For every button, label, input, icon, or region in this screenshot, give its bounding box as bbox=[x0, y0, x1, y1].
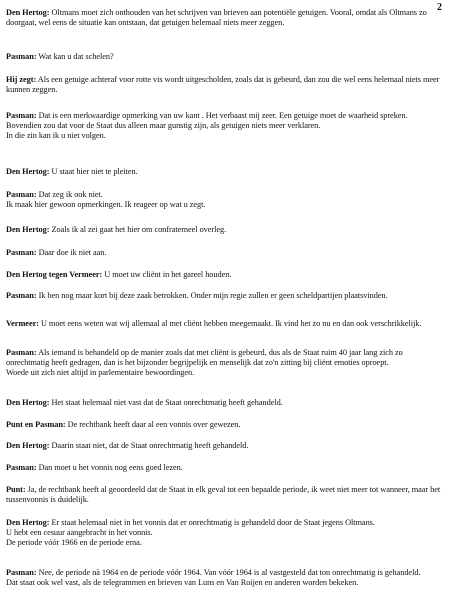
statement-text: Als iemand is behandeld op de manier zoals dat met cliënt is gebeurd, dus als de Staat ruim 40 jaar lang zich zo onrechtmatig heeft gedragen, dan is het bijzonder begrijpelijk en menselijk dat zo'n zitting bij cliënt emoties oproept. bbox=[6, 348, 403, 368]
paragraph-4 bbox=[6, 111, 444, 142]
speaker-label: Den Hertog: bbox=[6, 225, 50, 234]
speaker-label: Den Hertog: bbox=[6, 518, 50, 527]
speaker-label: Vermeer: bbox=[6, 319, 39, 328]
statement-text: Oltmans moet zich onthouden van het schrijven van brieven aan potentiële getuigen. Vooral, omdat als Oltmans zo doorgaat, wel eens de situatie kan ontstaan, dat getuigen helemaal niets meer zeggen. bbox=[6, 8, 427, 28]
statement-text: U staat hier niet te pleiten. bbox=[49, 167, 138, 176]
paragraph-7 bbox=[6, 225, 444, 235]
statement-text: Ja, de rechtbank heeft al geoordeeld dat de Staat in elk geval tot een bepaalde periode, ik weet niet meer tot wanneer, maar het tussenvonnis is duidelijk. bbox=[6, 485, 441, 505]
statement-continuation: U hebt een cesuur aangebracht in het vonnis. bbox=[6, 528, 153, 538]
speaker-label: Pasman: bbox=[6, 111, 37, 120]
speaker-label: Pasman: bbox=[6, 348, 37, 357]
statement-text: Dat is een merkwaardige opmerking van uw kant . Het verbaast mij zeer. Een getuige moet de waarheid spreken. bbox=[36, 111, 408, 120]
speaker-label: Den Hertog: bbox=[6, 167, 50, 176]
statement-text: Daarin staat niet, dat de Staat onrechtmatig heeft gehandeld. bbox=[49, 441, 249, 450]
paragraph-11 bbox=[6, 319, 444, 329]
speaker-label: Den Hertog: bbox=[6, 398, 50, 407]
paragraph-10 bbox=[6, 291, 444, 301]
paragraph-15 bbox=[6, 441, 444, 451]
speaker-label: Pasman: bbox=[6, 568, 37, 577]
page-number: 2 bbox=[437, 2, 442, 13]
paragraph-17 bbox=[6, 485, 444, 505]
paragraph-6 bbox=[6, 190, 444, 210]
paragraph-16 bbox=[6, 463, 444, 473]
paragraph-5 bbox=[6, 167, 444, 177]
statement-text: Nee, de periode nà 1964 en de periode vóór 1964. Van vóór 1964 is al vastgesteld dat ton onrechtmatig is gehandeld. bbox=[36, 568, 421, 577]
paragraph-18 bbox=[6, 518, 444, 549]
speaker-label: Hij zegt: bbox=[6, 75, 37, 84]
paragraph-12 bbox=[6, 348, 444, 379]
speaker-label: Pasman: bbox=[6, 52, 37, 61]
paragraph-2 bbox=[6, 52, 444, 62]
paragraph-13 bbox=[6, 398, 444, 408]
statement-text: Als een getuige achteraf voor rotte vis wordt uitgescholden, zoals dat is gebeurd, dan zou die wel eens helemaal niets meer kunnen zeggen. bbox=[6, 75, 440, 95]
statement-text: U moet eens weten wat wij allemaal al met cliënt hebben meegemaakt. Ik vind het zo nu en dan ook verschrikkelijk. bbox=[38, 319, 422, 328]
statement-text: Zoals ik al zei gaat het hier om confraterneel overleg. bbox=[49, 225, 227, 234]
statement-continuation: Woede uit zich niet altijd in parlementaire bewoordingen. bbox=[6, 368, 195, 378]
statement-text: De rechtbank heeft daar al een vonnis over gewezen. bbox=[65, 420, 241, 429]
statement-text: Ik ben nog maar kort bij deze zaak betrokken. Onder mijn regie zullen er geen scheldpartijen plaatsvinden. bbox=[36, 291, 388, 300]
statement-continuation: Ik maak hier gewoon opmerkingen. Ik reageer op wat u zegt. bbox=[6, 200, 206, 210]
statement-text: U moet uw cliënt in het gareel houden. bbox=[102, 270, 232, 279]
speaker-label: Pasman: bbox=[6, 291, 37, 300]
speaker-label: Pasman: bbox=[6, 248, 37, 257]
statement-continuation: Bovendien zou dat voor de Staat dus alleen maar gunstig zijn, als getuigen niets meer verklaren. bbox=[6, 121, 321, 131]
statement-text: Het staat helemaal niet vast dat de Staat onrechtmatig heeft gehandeld. bbox=[49, 398, 283, 407]
paragraph-9 bbox=[6, 270, 444, 280]
statement-continuation: Dat staat ook wel vast, als de telegrammen en brieven van Luns en Van Roijen en anderen worden bekeken. bbox=[6, 578, 359, 588]
speaker-label: Pasman: bbox=[6, 190, 37, 199]
speaker-label: Punt: bbox=[6, 485, 26, 494]
speaker-label: Den Hertog tegen Vermeer: bbox=[6, 270, 103, 279]
statement-continuation: In die zin kan ik u niet volgen. bbox=[6, 131, 106, 141]
speaker-label: Pasman: bbox=[6, 463, 37, 472]
statement-text: Wat kan u dat schelen? bbox=[36, 52, 114, 61]
statement-text: Dan moet u het vonnis nog eens goed lezen. bbox=[36, 463, 183, 472]
speaker-label: Punt en Pasman: bbox=[6, 420, 66, 429]
statement-text: Daar doe ik niet aan. bbox=[36, 248, 107, 257]
statement-text: Dat zeg ik ook niet. bbox=[36, 190, 103, 199]
speaker-label: Den Hertog: bbox=[6, 8, 50, 17]
paragraph-14 bbox=[6, 420, 444, 430]
speaker-label: Den Hertog: bbox=[6, 441, 50, 450]
paragraph-8 bbox=[6, 248, 444, 258]
statement-text: Er staat helemaal niet in het vonnis dat er onrechtmatig is gehandeld door de Staat jegens Oltmans. bbox=[49, 518, 375, 527]
statement-continuation: De periode vóór 1966 en de periode erna. bbox=[6, 538, 142, 548]
paragraph-19 bbox=[6, 568, 444, 588]
paragraph-3 bbox=[6, 75, 444, 95]
paragraph-1 bbox=[6, 8, 444, 28]
